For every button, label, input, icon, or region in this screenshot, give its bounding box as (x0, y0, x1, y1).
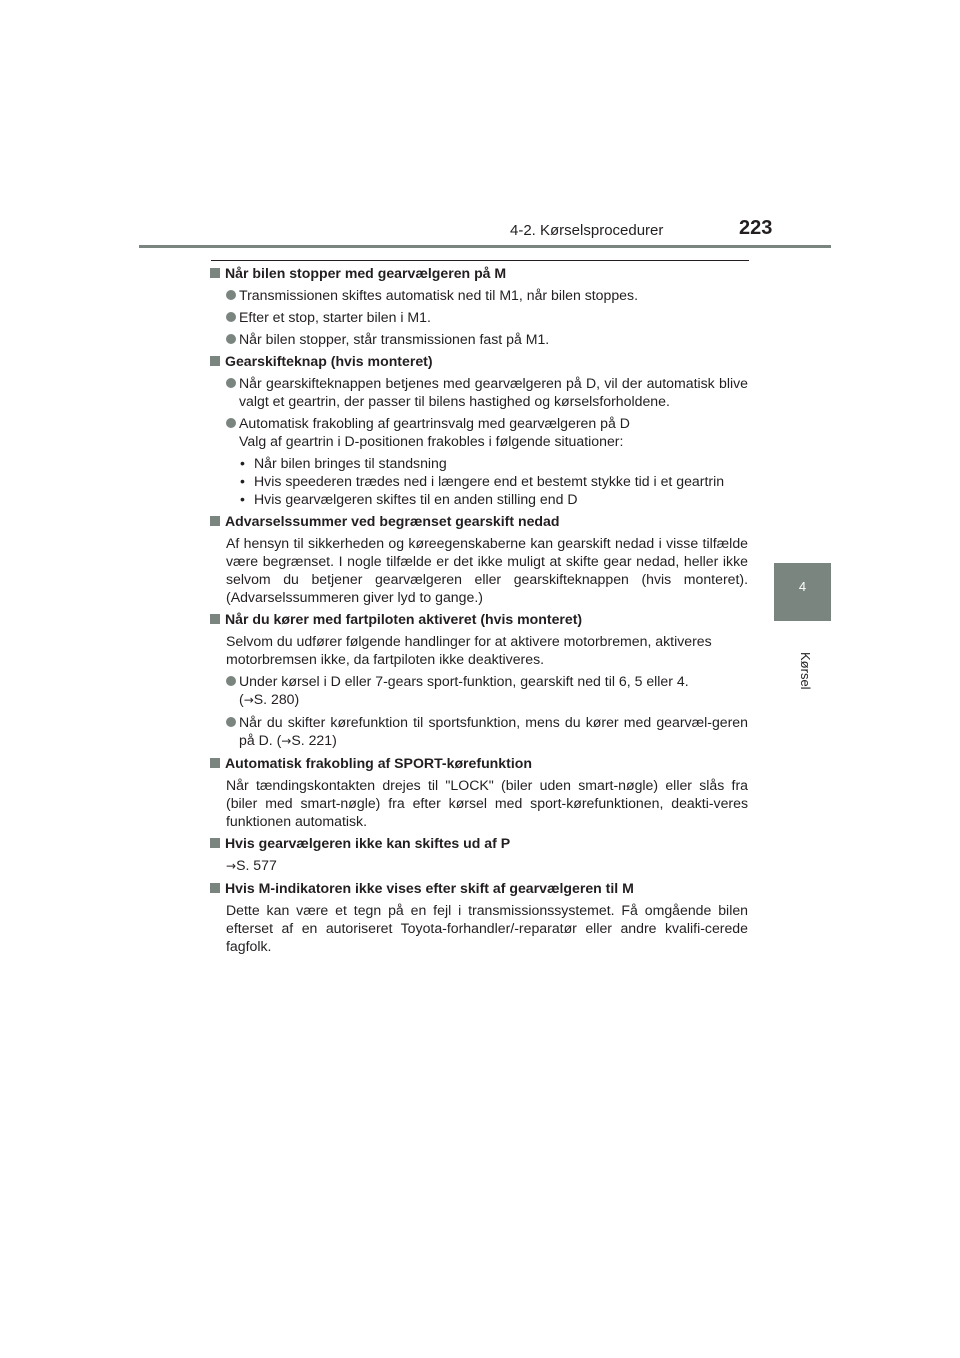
square-bullet-icon (210, 268, 220, 278)
section-m-indicator (210, 879, 748, 955)
section-sport-mode (210, 754, 748, 830)
section-gearshift-button (210, 352, 748, 508)
square-bullet-icon (210, 758, 220, 768)
page-reference[interactable]: S. 221 (291, 732, 333, 748)
square-bullet-icon (210, 516, 220, 526)
circle-bullet-icon (226, 378, 236, 388)
arrow-right-icon: → (226, 859, 237, 873)
sub-list (210, 454, 748, 508)
page-number: 223 (739, 217, 773, 239)
circle-bullet-icon (226, 418, 236, 428)
circle-bullet-icon (226, 334, 236, 344)
section-warning-buzzer (210, 512, 748, 606)
arrow-right-icon: → (281, 734, 292, 748)
circle-bullet-icon (226, 312, 236, 322)
section-title: Automatisk frakobling af SPORT-kørefunktion (225, 755, 532, 771)
section-title: Gearskifteknap (hvis monteret) (225, 353, 433, 369)
sub-list-item: • Hvis speederen trædes ned i længere end et bestemt stykke tid i et geartrin (240, 473, 725, 489)
sub-list-item: • Hvis gearvælgeren skiftes til en anden stilling end D (240, 491, 578, 507)
list-item: Under kørsel i D eller 7-gears sport-funktion, gearskift ned til 6, 5 eller 4. (→S. 280) (210, 672, 748, 709)
section-title: Advarselssummer ved begrænset gearskift nedad (225, 513, 560, 529)
page-reference[interactable]: S. 577 (236, 857, 277, 873)
circle-bullet-icon (226, 676, 236, 686)
sub-list-item: • Når bilen bringes til standsning (240, 455, 447, 471)
page-content (210, 264, 748, 959)
section-text: Dette kan være et tegn på en fejl i transmissionssystemet. Få omgående bilen efterset af en autoriseret Toyota-forhandler/-reparatør eller andre kvalifi-cerede fagfolk. (226, 902, 748, 954)
circle-bullet-icon (226, 290, 236, 300)
section-text: Når tændingskontakten drejes til "LOCK" (biler uden smart-nøgle) eller slås fra (biler med smart-nøgle) fra efter kørsel med sport-kørefunktionen, deakti-veres funktionen automatisk. (226, 777, 748, 829)
section-title: Hvis M-indikatoren ikke vises efter skift af gearvælgeren til M (225, 880, 634, 896)
chapter-label: Kørsel (798, 652, 813, 690)
arrow-right-icon: → (243, 693, 254, 707)
section-text: Af hensyn til sikkerheden og køreegenskaberne kan gearskift nedad i visse tilfælde være begrænset. I nogle tilfælde er det ikke muligt at skifte gear nedad, heller ikke selvom du betjener gearvælgeren eller gearskifteknappen (hvis monteret). (Advarselssummeren giver lyd to gange.) (226, 535, 748, 605)
chapter-tab: 4 (774, 563, 831, 621)
list-item: Når du skifter kørefunktion til sportsfunktion, mens du kører med gearvæl-geren på D. (→S. 221) (210, 713, 748, 750)
list-item: Når gearskifteknappen betjenes med gearvælgeren på D, vil der automatisk blive valgt et geartrin, der passer til bilens hastighed og kørselsforholdene. (210, 374, 748, 410)
list-item: Når bilen stopper, står transmissionen fast på M1. (210, 330, 748, 348)
section-title: Hvis gearvælgeren ikke kan skiftes ud af P (225, 835, 511, 851)
section-text: Selvom du udfører følgende handlinger for at aktivere motorbremen, aktiveres motorbremsen ikke, da fartpiloten ikke deaktiveres. (226, 633, 712, 667)
page-reference[interactable]: S. 280 (253, 691, 295, 707)
list-item: Automatisk frakobling af geartrinsvalg med gearvælgeren på D Valg af geartrin i D-positionen frakobles i følgende situationer: (210, 414, 748, 450)
section-title: Når bilen stopper med gearvælgeren på M (225, 265, 507, 281)
circle-bullet-icon (226, 717, 236, 727)
square-bullet-icon (210, 614, 220, 624)
section-title: Når du kører med fartpiloten aktiveret (hvis monteret) (225, 611, 583, 627)
content-divider (211, 260, 749, 261)
section-cruise-control (210, 610, 748, 750)
header-section-title: 4-2. Kørselsprocedurer (510, 222, 664, 239)
square-bullet-icon (210, 838, 220, 848)
section-m-stop (210, 264, 748, 348)
section-shift-lock (210, 834, 748, 875)
list-item: Transmissionen skiftes automatisk ned til M1, når bilen stoppes. (210, 286, 748, 304)
list-item: Efter et stop, starter bilen i M1. (210, 308, 748, 326)
square-bullet-icon (210, 356, 220, 366)
square-bullet-icon (210, 883, 220, 893)
header-divider (139, 245, 831, 248)
